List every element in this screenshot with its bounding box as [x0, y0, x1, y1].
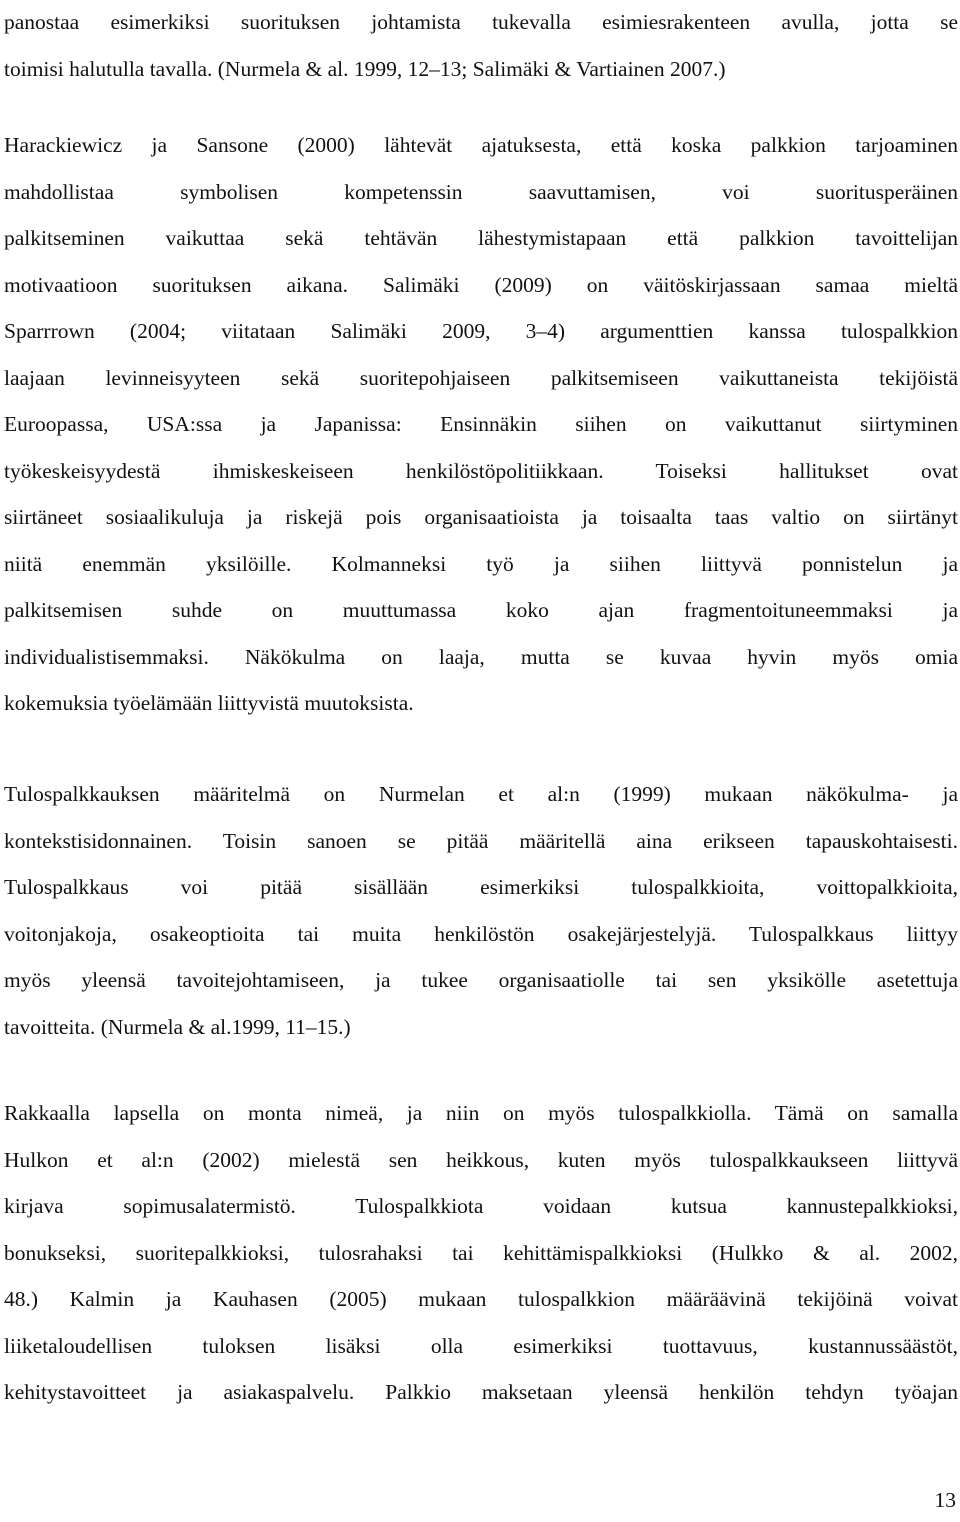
text-line: Hulkon et al:n (2002) mielestä sen heikkous, kuten myös tulospalkkaukseen liittyvä: [4, 1147, 958, 1172]
text-line: myös yleensä tavoitejohtamiseen, ja tukee organisaatiolle tai sen yksikölle asetettuja: [4, 968, 958, 992]
text-line: panostaa esimerkiksi suorituksen johtamista tukevalla esimiesrakenteen avulla, jotta se: [4, 10, 958, 34]
text-line: Tulospalkkaus voi pitää sisällään esimerkiksi tulospalkkioita, voittopalkkioita,: [4, 875, 958, 899]
text-line: mahdollistaa symbolisen kompetenssin saavuttamisen, voi suoritusperäinen: [4, 179, 958, 204]
text-line: palkitsemisen suhde on muuttumassa koko ajan fragmentoituneemmaksi ja: [4, 598, 958, 622]
text-line: 48.) Kalmin ja Kauhasen (2005) mukaan tulospalkkion määräävinä tekijöinä voivat: [4, 1287, 958, 1311]
paragraph: [4, 0, 958, 92]
text-line: motivaatioon suorituksen aikana. Salimäki (2009) on väitöskirjassaan samaa mieltä: [4, 272, 958, 297]
text-line: toimisi halutulla tavalla. (Nurmela & al. 1999, 12–13; Salimäki & Vartiainen 2007.): [4, 56, 726, 81]
paragraph: [4, 771, 958, 1050]
text-line: voitonjakoja, osakeoptioita tai muita henkilöstön osakejärjestelyjä. Tulospalkkaus liittyy: [4, 921, 958, 946]
text-line: Tulospalkkauksen määritelmä on Nurmelan et al:n (1999) mukaan näkökulma- ja: [4, 782, 958, 806]
text-line: kokemuksia työelämään liittyvistä muutoksista.: [4, 691, 414, 715]
page-number: 13: [934, 1488, 956, 1512]
text-line: liiketaloudellisen tuloksen lisäksi olla esimerkiksi tuottavuus, kustannussäästöt,: [4, 1333, 958, 1358]
text-line: Sparrrown (2004; viitataan Salimäki 2009, 3–4) argumenttien kanssa tulospalkkion: [4, 319, 958, 343]
text-line: Rakkaalla lapsella on monta nimeä, ja niin on myös tulospalkkiolla. Tämä on samalla: [4, 1101, 958, 1125]
text-line: siirtäneet sosiaalikuluja ja riskejä pois organisaatioista ja toisaalta taas valtio on siirtänyt: [4, 505, 958, 529]
text-line: Harackiewicz ja Sansone (2000) lähtevät ajatuksesta, että koska palkkion tarjoaminen: [4, 133, 958, 157]
text-line: työkeskeisyydestä ihmiskeskeiseen henkilöstöpolitiikkaan. Toiseksi hallitukset ovat: [4, 458, 958, 483]
text-line: tavoitteita. (Nurmela & al.1999, 11–15.): [4, 1014, 351, 1039]
text-line: Euroopassa, USA:ssa ja Japanissa: Ensinnäkin siihen on vaikuttanut siirtyminen: [4, 412, 958, 436]
text-line: niitä enemmän yksilöille. Kolmanneksi työ ja siihen liittyvä ponnistelun ja: [4, 551, 958, 576]
text-line: kirjava sopimusalatermistö. Tulospalkkiota voidaan kutsua kannustepalkkioksi,: [4, 1194, 958, 1218]
text-line: kontekstisidonnainen. Toisin sanoen se pitää määritellä aina erikseen tapauskohtaisesti.: [4, 828, 958, 853]
text-line: palkitseminen vaikuttaa sekä tehtävän lähestymistapaan että palkkion tavoittelijan: [4, 226, 958, 250]
text-line: individualistisemmaksi. Näkökulma on laaja, mutta se kuvaa hyvin myös omia: [4, 644, 958, 669]
paragraph: [4, 1090, 958, 1416]
text-line: kehitystavoitteet ja asiakaspalvelu. Palkkio maksetaan yleensä henkilön tehdyn työajan: [4, 1380, 958, 1404]
text-line: bonukseksi, suoritepalkkioksi, tulosrahaksi tai kehittämispalkkioksi (Hulkko & al. 2002,: [4, 1240, 958, 1265]
paragraph: [4, 122, 958, 727]
text-line: laajaan levinneisyyteen sekä suoritepohjaiseen palkitsemiseen vaikuttaneista tekijöistä: [4, 365, 958, 390]
